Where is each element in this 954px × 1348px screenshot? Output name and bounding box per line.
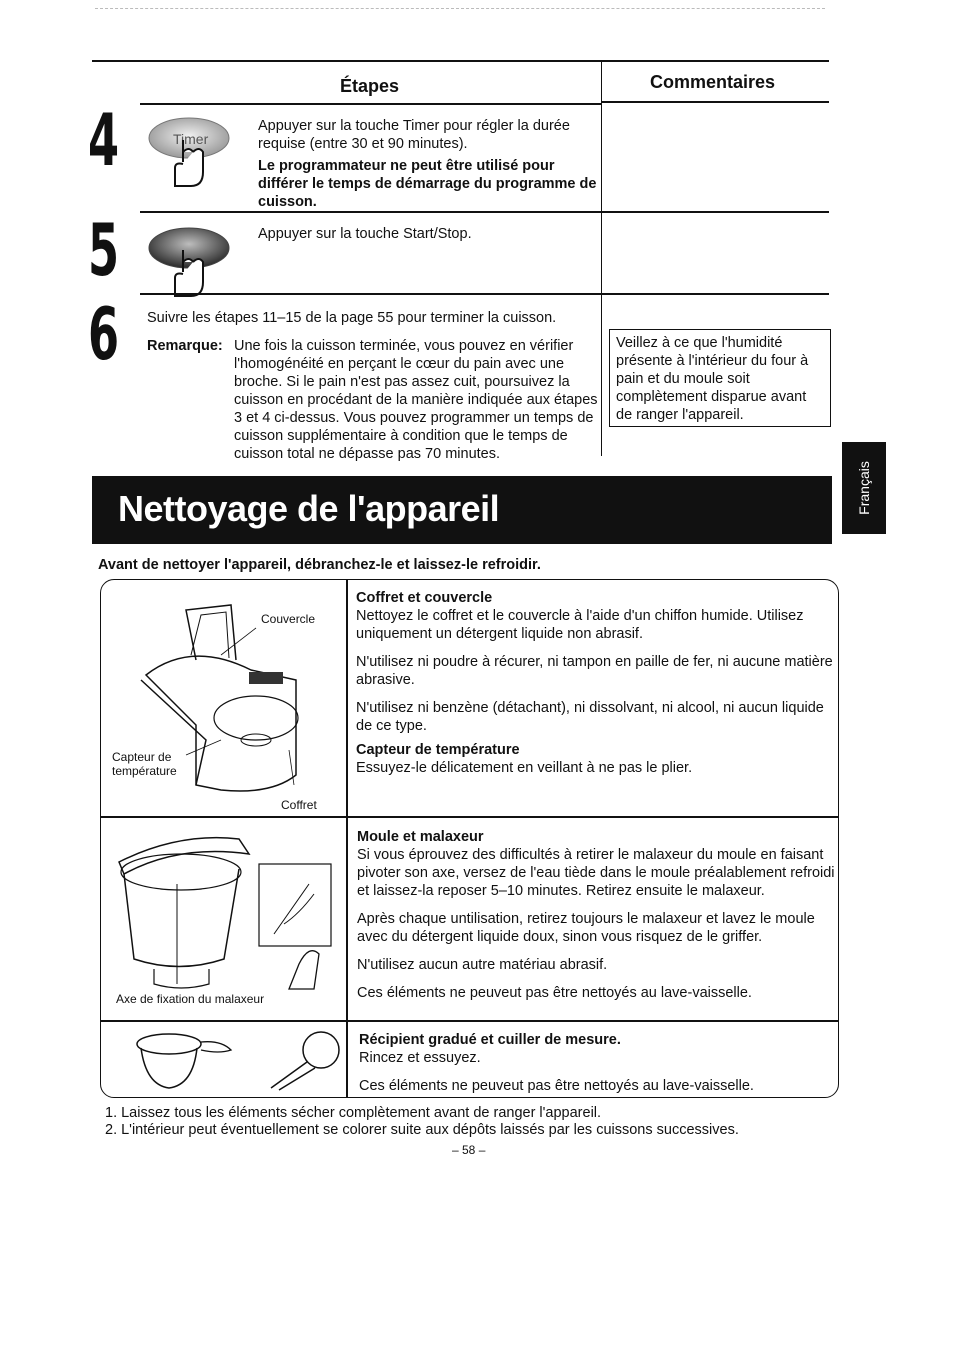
comment-box xyxy=(609,329,831,427)
row3-text xyxy=(359,1031,837,1098)
label-lid: Couvercle xyxy=(261,612,316,626)
step-number-6: 6 xyxy=(88,292,120,376)
row1-text xyxy=(356,589,834,787)
row2-p4: Ces éléments ne peuveut pas être nettoyés au lave-vaisselle. xyxy=(357,985,752,1001)
timer-hand-icon xyxy=(145,110,235,192)
row1-p2: N'utilisez ni poudre à récurer, ni tampon en paille de fer, ni aucune matière abrasive. xyxy=(356,654,833,688)
header-steps: Étapes xyxy=(340,76,400,96)
header-comments: Commentaires xyxy=(650,72,776,92)
label-case: Coffret xyxy=(281,798,317,812)
footnote-2: 2. L'intérieur peut éventuellement se colorer suite aux dépôts laissés par les cuissons successives. xyxy=(105,1122,739,1138)
timer-button-illustration xyxy=(145,110,235,192)
row2-text xyxy=(357,828,835,1012)
step5-bottom-rule xyxy=(140,293,829,295)
language-tab-label: Français xyxy=(856,461,872,515)
row1-p3: N'utilisez ni benzène (détachant), ni dissolvant, ni alcool, ni aucun liquide de ce type. xyxy=(356,700,824,734)
startstop-button-illustration xyxy=(145,220,235,302)
remark-label: Remarque: xyxy=(147,338,223,354)
row1-title1: Coffret et couvercle xyxy=(356,590,493,606)
row3-p2: Ces éléments ne peuveut pas être nettoyés au lave-vaisselle. xyxy=(359,1078,754,1094)
row2-title: Moule et malaxeur xyxy=(357,829,484,845)
section-intro: Avant de nettoyer l'appareil, débranchez-le et laissez-le refroidir. xyxy=(98,557,541,573)
row3-p1: Rincez et essuyez. xyxy=(359,1050,481,1066)
row2-p3: N'utilisez aucun autre matériau abrasif. xyxy=(357,957,608,973)
row2-p2: Après chaque untilisation, retirez toujours le malaxeur et lavez le moule avec du détergent liquide doux, sinon vous risquez de le griffer. xyxy=(357,911,815,945)
row2-p1: Si vous éprouvez des difficultés à retirer le malaxeur du moule en faisant pivoter son axe, versez de l'eau tiède dans le moule préalablement refroidi et laissez-la reposer 5–10 minutes. Retirez ensuite le malaxeur. xyxy=(357,847,835,899)
label-sensor: Capteur de température xyxy=(112,750,177,778)
language-tab xyxy=(842,442,886,534)
row1-p1: Nettoyez le coffret et le couvercle à l'aide d'un chiffon humide. Utilisez uniquement un détergent liquide non abrasif. xyxy=(356,608,804,642)
row3-title: Récipient gradué et cuiller de mesure. xyxy=(359,1032,621,1048)
header-rule xyxy=(601,101,829,103)
top-rule xyxy=(95,8,825,10)
footnote-1: 1. Laissez tous les éléments sécher complètement avant de ranger l'appareil. xyxy=(105,1105,602,1121)
section-title: Nettoyage de l'appareil xyxy=(118,488,500,529)
bread-pan-illustration xyxy=(109,824,341,994)
step4-top-rule xyxy=(140,103,601,105)
remark-text: Une fois la cuisson terminée, vous pouvez en vérifier l'homogénéité en perçant le cœur du pain avec une broche. Si le pain n'est pas assez cuit, poursuivez la cuisson en procédant de la manière indiquée aux étapes 3 et 4 ci-dessus. Vous pouvez programmer un temps de cuisson supplémentaire à condition que le temps de cuisson total ne dépasse pas 70 minutes. xyxy=(234,338,598,462)
cleaning-row-divider-1 xyxy=(101,816,838,818)
comment-text: Veillez à ce que l'humidité présente à l'intérieur du four à pain et du moule soit complètement disparue avant de ranger l'appareil. xyxy=(616,335,809,423)
table-top-rule xyxy=(92,60,829,62)
step6-text: Suivre les étapes 11–15 de la page 55 pour terminer la cuisson. xyxy=(147,310,557,326)
cleaning-row-divider-2 xyxy=(101,1020,838,1022)
measuring-cup-spoon-illustration xyxy=(131,1030,341,1092)
step-number-4: 4 xyxy=(88,98,120,182)
timer-label: Timer xyxy=(173,131,209,147)
label-axis: Axe de fixation du malaxeur xyxy=(116,992,265,1006)
step4-bottom-rule xyxy=(140,211,829,213)
row1-title2: Capteur de température xyxy=(356,742,520,758)
step4-bold-text: Le programmateur ne peut être utilisé pour différer le temps de démarrage du programme de cuisson. xyxy=(258,158,597,210)
section-banner xyxy=(92,476,832,544)
step4-text: Appuyer sur la touche Timer pour régler la durée requise (entre 30 et 90 minutes). xyxy=(258,118,570,152)
step-number-5: 5 xyxy=(88,208,120,292)
startstop-hand-icon xyxy=(145,220,235,302)
row1-p4: Essuyez-le délicatement en veillant à ne pas le plier. xyxy=(356,760,693,776)
cleaning-table xyxy=(100,579,839,1098)
step5-text: Appuyer sur la touche Start/Stop. xyxy=(258,226,472,242)
page-number: – 58 – xyxy=(452,1143,486,1157)
bread-maker-illustration xyxy=(111,600,341,810)
